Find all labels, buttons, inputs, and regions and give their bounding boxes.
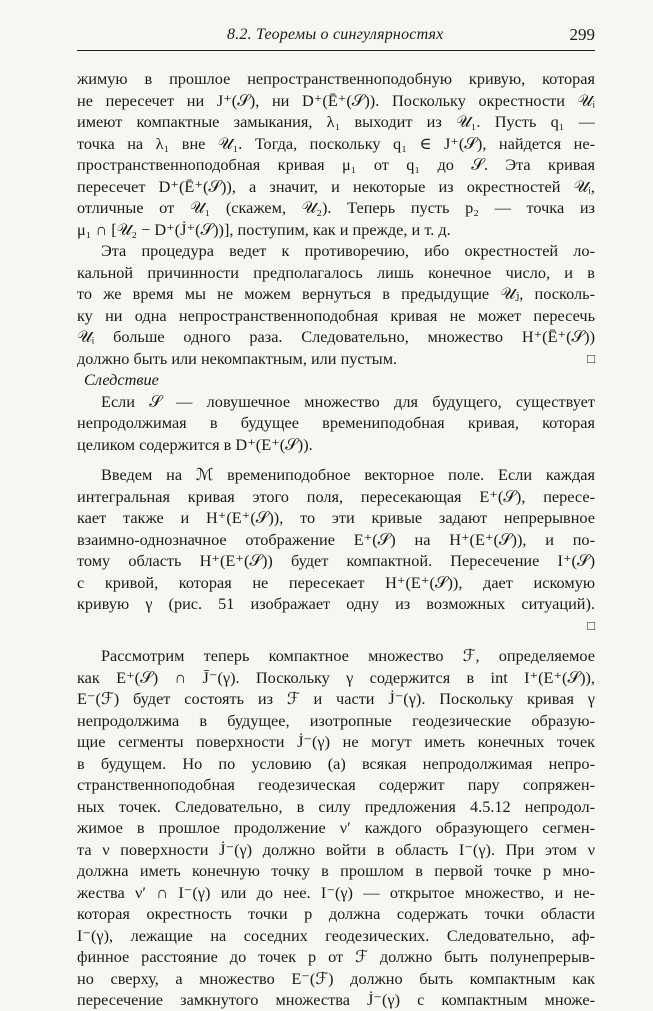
- text-line: взаимно-однозначное отображение E⁺(𝒮) на H⁺(E⁺(𝒮)), и по-: [77, 529, 595, 549]
- text-line: пространственноподобная кривая μ₁ от q₁ до 𝒮. Эта кривая: [77, 155, 595, 174]
- text-line: тому область H⁺(E⁺(𝒮)) будет компактной. Пересечение I⁺(𝒮): [77, 551, 595, 570]
- text-line: E⁻(ℱ) будет состоять из ℱ и части J̇⁻(γ). Поскольку кривая γ: [77, 689, 595, 708]
- text-line: непродолжима в будущее, изотропные геодезические образую-: [77, 710, 595, 730]
- corollary-title: Следствие: [84, 370, 159, 389]
- text-line: Рассмотрим теперь компактное множество ℱ, определяемое: [101, 646, 595, 665]
- qed-symbol: □: [587, 350, 595, 366]
- text-line: должна иметь конечную точку в прошлом в первой точке p мно-: [77, 861, 595, 880]
- text-line: отличные от 𝒰₁ (скажем, 𝒰₂). Теперь пусть p₂ — точка из: [77, 198, 595, 217]
- main-text: [77, 68, 595, 1011]
- text-line: 𝒰ᵢ больше одного раза. Следовательно, множество H⁺(Ē⁺(𝒮)): [77, 327, 595, 346]
- page-header: [77, 22, 595, 51]
- text-line: в будущем. Но по условию (а) всякая непродолжимая непро-: [77, 753, 595, 773]
- text-line: которая окрестность точки p должна содержать точки области: [77, 904, 595, 923]
- text-line: Эта процедура ведет к противоречию, ибо окрестностей ло-: [101, 241, 595, 260]
- text-line: ку ни одна непространственноподобная кривая не может пересечь: [77, 305, 595, 325]
- text-line: I⁻(γ), лежащие на соседних геодезических. Следовательно, аф-: [77, 925, 595, 945]
- text-line: но сверху, а множество E⁻(ℱ) должно быть компактным как: [77, 968, 595, 988]
- spacer: [77, 636, 595, 645]
- text-line: имеют компактные замыкания, λ₁ выходит из 𝒰₁. Пусть q₁ —: [77, 112, 595, 131]
- text-line: пересечет D⁺(Ē⁺(𝒮)), а значит, и некоторые из окрестностей 𝒰ᵢ,: [77, 176, 595, 196]
- text-line: как E⁺(𝒮) ∩ J̄⁻(γ). Поскольку γ содержится в int I⁺(E⁺(𝒮)),: [77, 667, 595, 687]
- text-line: кальной причинности предполагалось лишь конечное число, и в: [77, 262, 595, 282]
- text-line: финное расстояние до точек p от ℱ должно быть полунепрерыв-: [77, 947, 595, 966]
- text-line: непродолжимая в будущее времениподобная кривая, которая: [77, 413, 595, 432]
- page-number: 299: [569, 25, 595, 44]
- qed-symbol: □: [587, 617, 595, 633]
- running-title: 8.2. Теоремы о сингулярностях: [227, 26, 444, 43]
- text-line: кривую γ (рис. 51 изображает одну из возможных ситуаций).: [77, 594, 595, 613]
- text-line: с кривой, которая не пересекает H⁺(E⁺(𝒮)), дает искомую: [77, 572, 595, 592]
- text-line: не пересечет ни J⁺(𝒮), ни D⁺(Ē⁺(𝒮)). Поскольку окрестности 𝒰ᵢ: [77, 90, 595, 110]
- text-line: кает также и H⁺(E⁺(𝒮)), то эти кривые задают непрерывное: [77, 508, 595, 527]
- text-line: странственноподобная геодезическая содержит пару сопряжен-: [77, 775, 595, 794]
- text-line: жества ν′ ∩ I⁻(γ) или до нее. I⁻(γ) — открытое множество, и не-: [77, 882, 595, 902]
- text-line: Введем на ℳ времениподобное векторное поле. Если каждая: [101, 465, 595, 484]
- text-line: интегральная кривая этого поля, пересекающая E⁺(𝒮), пересе-: [77, 486, 595, 506]
- text-line: то же время мы не можем вернуться в предыдущие 𝒰ⱼ, посколь-: [77, 284, 595, 303]
- text-line: жимую в прошлое непространственноподобную кривую, которая: [77, 69, 595, 88]
- text-line: точка на λ₁ вне 𝒰₁. Тогда, поскольку q₁ ∈ J⁺(𝒮), найдется не-: [77, 133, 595, 153]
- text-line: ных точек. Следовательно, в силу предложения 4.5.12 непродол-: [77, 796, 595, 816]
- text-line: Если 𝒮 — ловушечное множество для будущего, существует: [101, 391, 595, 411]
- text-line: μ₁ ∩ [𝒰₂ − D⁺(J̇⁺(𝒮))], поступим, как и прежде, и т. д.: [77, 219, 451, 239]
- spacer: [77, 455, 595, 464]
- text-line: жимое в прошлое продолжение ν′ каждого образующего сегмен-: [77, 818, 595, 837]
- text-line: целиком содержится в D⁺(E⁺(𝒮)).: [77, 434, 313, 454]
- text-line: та ν поверхности J̇⁻(γ) должно войти в область I⁻(γ). При этом ν: [77, 839, 595, 859]
- text-line: должно быть или некомпактным, или пустым.: [77, 348, 398, 368]
- text-line: щие сегменты поверхности J̇⁻(γ) не могут иметь конечных точек: [77, 732, 595, 751]
- text-line: пересечение замкнутого множества J̇⁻(γ) с компактным множе-: [77, 990, 595, 1009]
